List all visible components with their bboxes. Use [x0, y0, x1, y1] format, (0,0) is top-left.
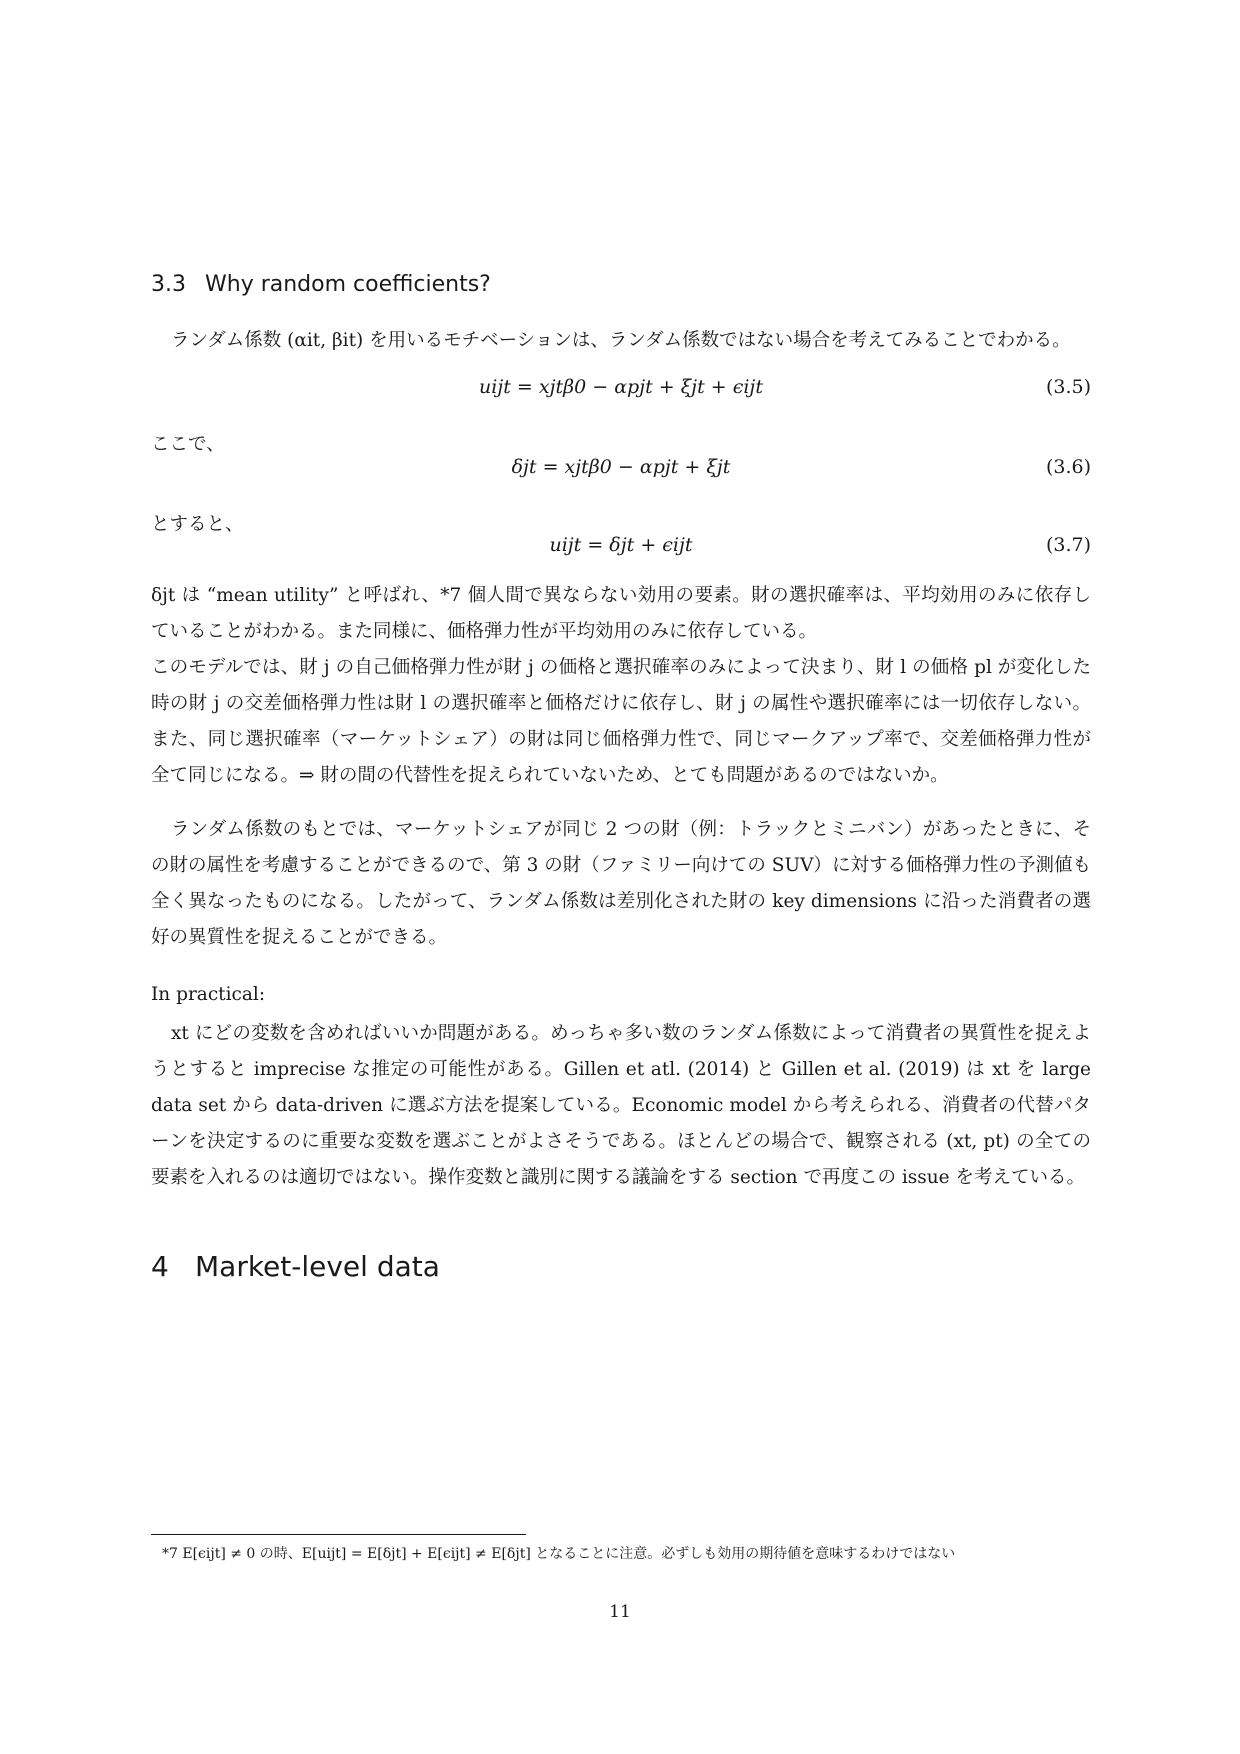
section-number: 3.3 [151, 272, 186, 297]
equation-3-5 [151, 376, 1091, 406]
practical-label: In practical: [151, 984, 266, 1005]
equation-tag: (3.7) [1045, 534, 1091, 556]
connector-then: とすると、 [151, 514, 244, 535]
section-heading-4 [151, 1250, 440, 1283]
equation-3-6 [151, 456, 1091, 486]
equation-body: δjt = xjtβ0 − αpjt + ξjt [511, 456, 731, 478]
section-number: 4 [151, 1250, 169, 1283]
page-number: 11 [609, 1602, 631, 1622]
footnote-rule [151, 1534, 526, 1535]
equation-body: uijt = δjt + ϵijt [549, 534, 693, 556]
connector-here: ここで、 [151, 434, 225, 455]
equation-tag: (3.6) [1045, 456, 1091, 478]
section-title: Why random coefficients? [205, 272, 491, 297]
paragraph-mean-utility: δjt は “mean utility” と呼ばれ、*7 個人間で異ならない効用の要素。財の選択確率は、平均効用のみに依存していることがわかる。また同様に、価格弾力性が平均効用のみに依存している。 [151, 585, 1091, 642]
equation-body: uijt = xjtβ0 − αpjt + ξjt + ϵijt [479, 376, 763, 398]
section-heading-3-3 [151, 272, 491, 297]
intro-paragraph: ランダム係数 (αit, βit) を用いるモチベーションは、ランダム係数ではない場合を考えてみることでわかる。 [171, 330, 1071, 351]
section-title: Market-level data [195, 1250, 440, 1283]
equation-3-7 [151, 534, 1091, 564]
paragraph-model: このモデルでは、財 j の自己価格弾力性が財 j の価格と選択確率のみによって決まり、財 l の価格 pl が変化した時の財 j の交差価格弾力性は財 l の選択確率と価格だけに依存し、財 j の属性や選択確率には一切依存しない。また、同じ選択確率（マーケットシェア）の財は同じ価格弾力性で、同じマークアップ率で、交差価格弾力性が全て同じになる。⇒ 財の間の代替性を捉えられていないため、とても問題があるのではないか。 [151, 657, 1091, 786]
paragraph-random-coefficients: ランダム係数のもとでは、マーケットシェアが同じ 2 つの財（例：トラックとミニバン）があったときに、その財の属性を考慮することができるので、第 3 の財（ファミリー向けての SUV）に対する価格弾力性の予測値も全く異なったものになる。したがって、ランダム係数は差別化された財の key dimensions に沿った消費者の選好の異質性を捉えることができる。 [151, 819, 1091, 948]
footnote-7: *7 E[ϵijt] ≠ 0 の時、E[uijt] = E[δjt] + E[ϵijt] ≠ E[δjt] となることに注意。必ずしも効用の期待値を意味するわけではない [162, 1546, 956, 1562]
paragraph-practical: xt にどの変数を含めればいいか問題がある。めっちゃ多い数のランダム係数によって消費者の異質性を捉えようとすると imprecise な推定の可能性がある。Gillen et atl. (2014) と Gillen et al. (2019) は xt を large data set から data-driven に選ぶ方法を提案している。Economic model から考えられる、消費者の代替パターンを決定するのに重要な変数を選ぶことがよさそうである。ほとんどの場合で、観察される (xt, pt) の全ての要素を入れるのは適切ではない。操作変数と識別に関する議論をする section で再度この issue を考えている。 [151, 1023, 1091, 1188]
equation-tag: (3.5) [1045, 376, 1091, 398]
